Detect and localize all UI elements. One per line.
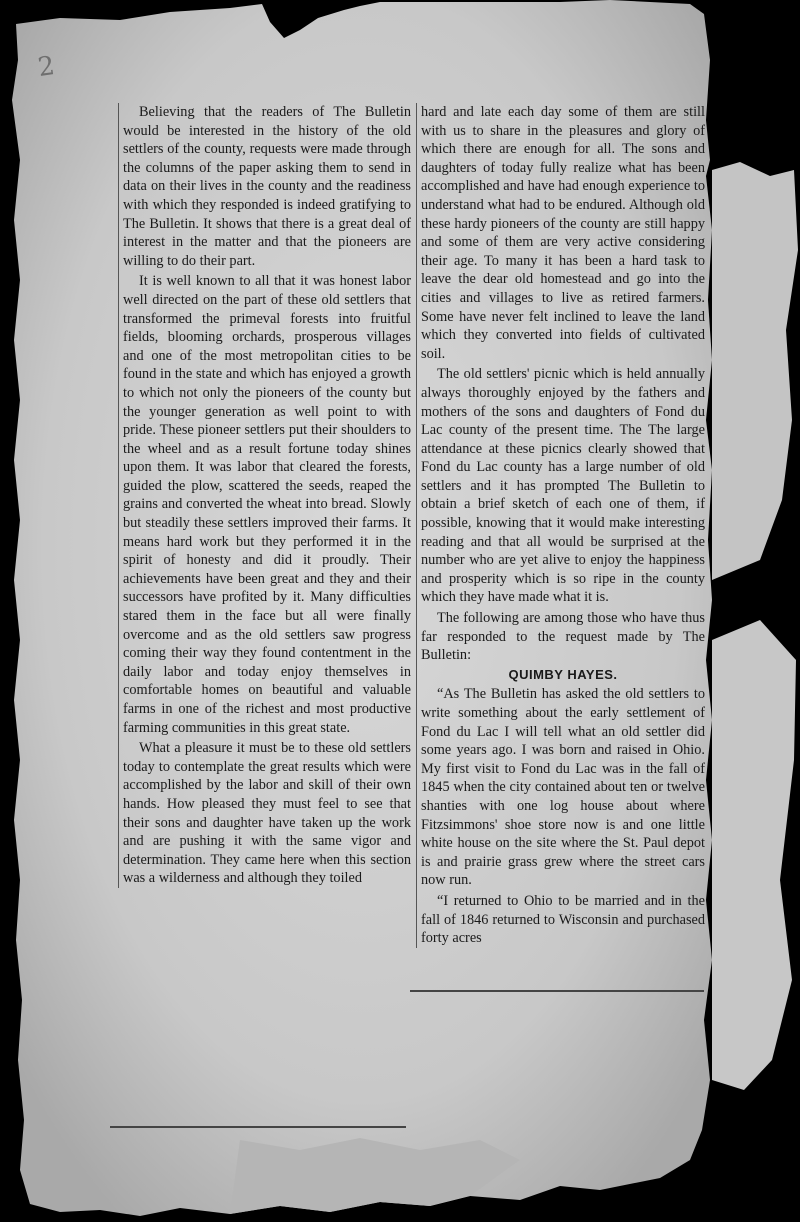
page-number: 2 <box>35 50 57 84</box>
paragraph: hard and late each day some of them are still with us to share in the pleasures and glory of which there are enough for all. The sons and daughters of today fully realize what has been accomplished and have had enough experience to understand what had to be endured. Although old these hardy pioneers of the county are still happy and some of them are very active considering their age. To many it has been a hard task to leave the dear old homestead and go into the cities and villages to live as retired farmers. Some have never felt inclined to leave the land which they converted into fields of cultivated soil. <box>421 104 705 362</box>
paragraph: The old settlers' picnic which is held annually always thoroughly enjoyed by the fathers and mothers of the sons and daughters of Fond du Lac county of the present time. The The large attendance at these picnics clearly showed that Fond du Lac county has a large number of old settlers and it has prompted The Bulletin to obtain a brief sketch of each one of them, if possible, knowing that it would make interesting reading and that all would be surprised at the number who are yet alive to enjoy the happiness and prosperity which is so ripe in the county which they have made what it is. <box>421 366 705 606</box>
column-divider-rule <box>410 990 704 992</box>
article-right-column <box>416 103 705 948</box>
section-heading: QUIMBY HAYES. <box>508 666 618 682</box>
paragraph: Believing that the readers of The Bulletin would be interested in the history of the old settlers of the county, requests were made through the columns of the paper asking them to send in data on their lives in the county and the readiness with which they responded is indeed gratifying to The Bulletin. It shows that there is a great deal of interest in the matter and that the pioneers are willing to do their part. <box>123 104 411 269</box>
column-bottom-rule <box>110 1126 406 1128</box>
right-paper-fragment-upper <box>712 162 798 580</box>
paragraph: “As The Bulletin has asked the old settlers to write something about the early settlement of Fond du Lac I will tell what an old settler did some years ago. I was born and raised in Ohio. My first visit to Fond du Lac was in the fall of 1845 when the city contained about ten or twelve shanties with one log house about where Fitzsimmons' shoe store now is and one little white house on the site where the St. Paul depot is and prairie grass grew where the street cars now run. <box>421 686 705 889</box>
article-left-column <box>118 103 411 888</box>
bottom-tear-shadow <box>230 1138 520 1214</box>
paragraph: It is well known to all that it was honest labor well directed on the part of these old settlers that transformed the primeval forests into fruitful fields, blooming orchards, prosperous villages and one of the most metropolitan cities to be found in the state and which has enjoyed a growth to which not only the pioneers of the county but the younger generation as well point to with pride. These pioneer settlers put their shoulders to the wheel and as a result fortune today shines upon them. It was labor that cleared the forests, guided the plow, scattered the seeds, reaped the grains and converted the wheat into bread. Slowly but steadily these settlers improved their farms. It means hard work but they performed it in the spirit of honesty and did it proudly. Their achievements have been great and they and their successors have profited by it. Many difficulties stared them in the face but all were finally overcome and as the old settlers saw progress coming their way they found contentment in the daily labor and today enjoy themselves in comfortable homes on beautiful and valuable farms in one of the richest and most productive farming communities in this great state. <box>123 273 411 736</box>
paragraph: “I returned to Ohio to be married and in the fall of 1846 returned to Wisconsin and purchased forty acres <box>421 892 705 947</box>
paragraph: The following are among those who have thus far responded to the request made by The Bulletin: <box>421 610 705 664</box>
right-paper-fragment-lower <box>712 620 796 1090</box>
paragraph: What a pleasure it must be to these old settlers today to contemplate the great results which were accomplished by the labor and skill of their own hands. How pleased they must feel to see that their sons and daughter have taken up the work and are pushing it with the same vigor and determination. They came here when this section was a wilderness and although they toiled <box>123 740 411 887</box>
